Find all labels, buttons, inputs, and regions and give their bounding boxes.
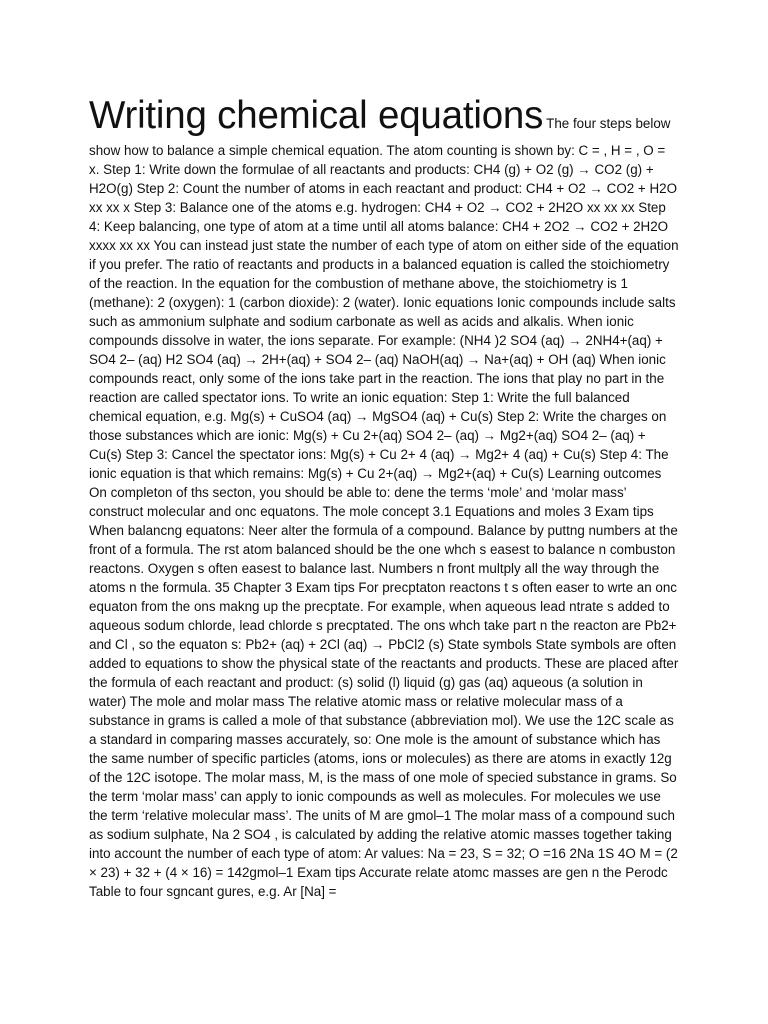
page-title: Writing chemical equations xyxy=(89,94,544,137)
body-text: show how to balance a simple chemical equation. The atom counting is shown by: C = , H = , O = x. Step 1: Write down the formulae of all reactants and products: CH4 (g) + O2 (g) → CO2 (g) + H2O(g) Step 2: Count the number of atoms in each reactant and product: CH4 + O2 → CO2 + H2O xx xx x Step 3: Balance one of the atoms e.g. hydrogen: CH4 + O2 → CO2 + 2H2O xx xx xx Step 4: Keep balancing, one type of atom at a time until all atoms balance: CH4 + 2O2 → CO2 + 2H2O xxxx xx xx You can instead just state the number of each type of atom on either side of the equation if you prefer. The ratio of reactants and products in a balanced equation is called the stoichiometry of the reaction. In the equation for the combustion of methane above, the stoichiometry is 1 (methane): 2 (oxygen): 1 (carbon dioxide): 2 (water). Ionic equations Ionic compounds include salts such as ammonium sulphate and sodium carbonate as well as acids and alkalis. When ionic compounds dissolve in water, the ions separate. For example: (NH4 )2 SO4 (aq) → 2NH4+(aq) + SO4 2– (aq) H2 SO4 (aq) → 2H+(aq) + SO4 2– (aq) NaOH(aq) → Na+(aq) + OH (aq) When ionic compounds react, only some of the ions take part in the reaction. The ions that play no part in the reaction are called spectator ions. To write an ionic equation: Step 1: Write the full balanced chemical equation, e.g. Mg(s) + CuSO4 (aq) → MgSO4 (aq) + Cu(s) Step 2: Write the charges on those substances which are ionic: Mg(s) + Cu 2+(aq) SO4 2– (aq) → Mg2+(aq) SO4 2– (aq) + Cu(s) Step 3: Cancel the spectator ions: Mg(s) + Cu 2+ 4 (aq) → Mg2+ 4 (aq) + Cu(s) Step 4: The ionic equation is that which remains: Mg(s) + Cu 2+(aq) → Mg2+(aq) + Cu(s) Learning outcomes On completon of ths secton, you should be able to: dene the terms ‘mole’ and ‘molar mass’ construct molecular and onc equatons. The mole concept 3.1 Equations and moles 3 Exam tips When balancng equatons: Neer alter the formula of a compound. Balance by puttng numbers at the front of a formula. The rst atom balanced should be the one whch s easest to balance n combuston reactons. Oxygen s often easest to balance last. Numbers n front multply all the way through the atoms n the formula. 35 Chapter 3 Exam tips For precptaton reactons t s often easer to wrte an onc equaton from the ons makng up the precptate. For example, when aqueous lead ntrate s added to aqueous sodum chlorde, lead chlorde s precptated. The ons whch take part n the reacton are Pb2+ and Cl , so the equaton s: Pb2+ (aq) + 2Cl (aq) → PbCl2 (s) State symbols State symbols are often added to equations to show the physical state of the reactants and products. These are placed after the formula of each reactant and product: (s) solid (l) liquid (g) gas (aq) aqueous (a solution in water) The mole and molar mass The relative atomic mass or relative molecular mass of a substance in grams is called a mole of that substance (abbreviation mol). We use the 12C scale as a standard in comparing masses accurately, so: One mole is the amount of substance which has the same number of specific particles (atoms, ions or molecules) as there are atoms in exactly 12g of the 12C isotope. The molar mass, M, is the mass of one mole of specied substance in grams. So the term ‘molar mass’ can apply to ionic compounds as well as molecules. For molecules we use the term ‘relative molecular mass’. The units of M are gmol–1 The molar mass of a compound such as sodium sulphate, Na 2 SO4 , is calculated by adding the relative atomic masses together taking into account the number of each type of atom: Ar values: Na = 23, S = 32; O =16 2Na 1S 4O M = (2 × 23) + 32 + (4 × 16) = 142gmol–1 Exam tips Accurate relate atomc masses are gen n the Perodc Table to four sgncant gures, e.g. Ar [Na] = xyxy=(89,143,679,899)
document-content xyxy=(89,94,679,901)
title-line xyxy=(89,94,679,138)
title-lead-text: The four steps below xyxy=(546,116,671,131)
